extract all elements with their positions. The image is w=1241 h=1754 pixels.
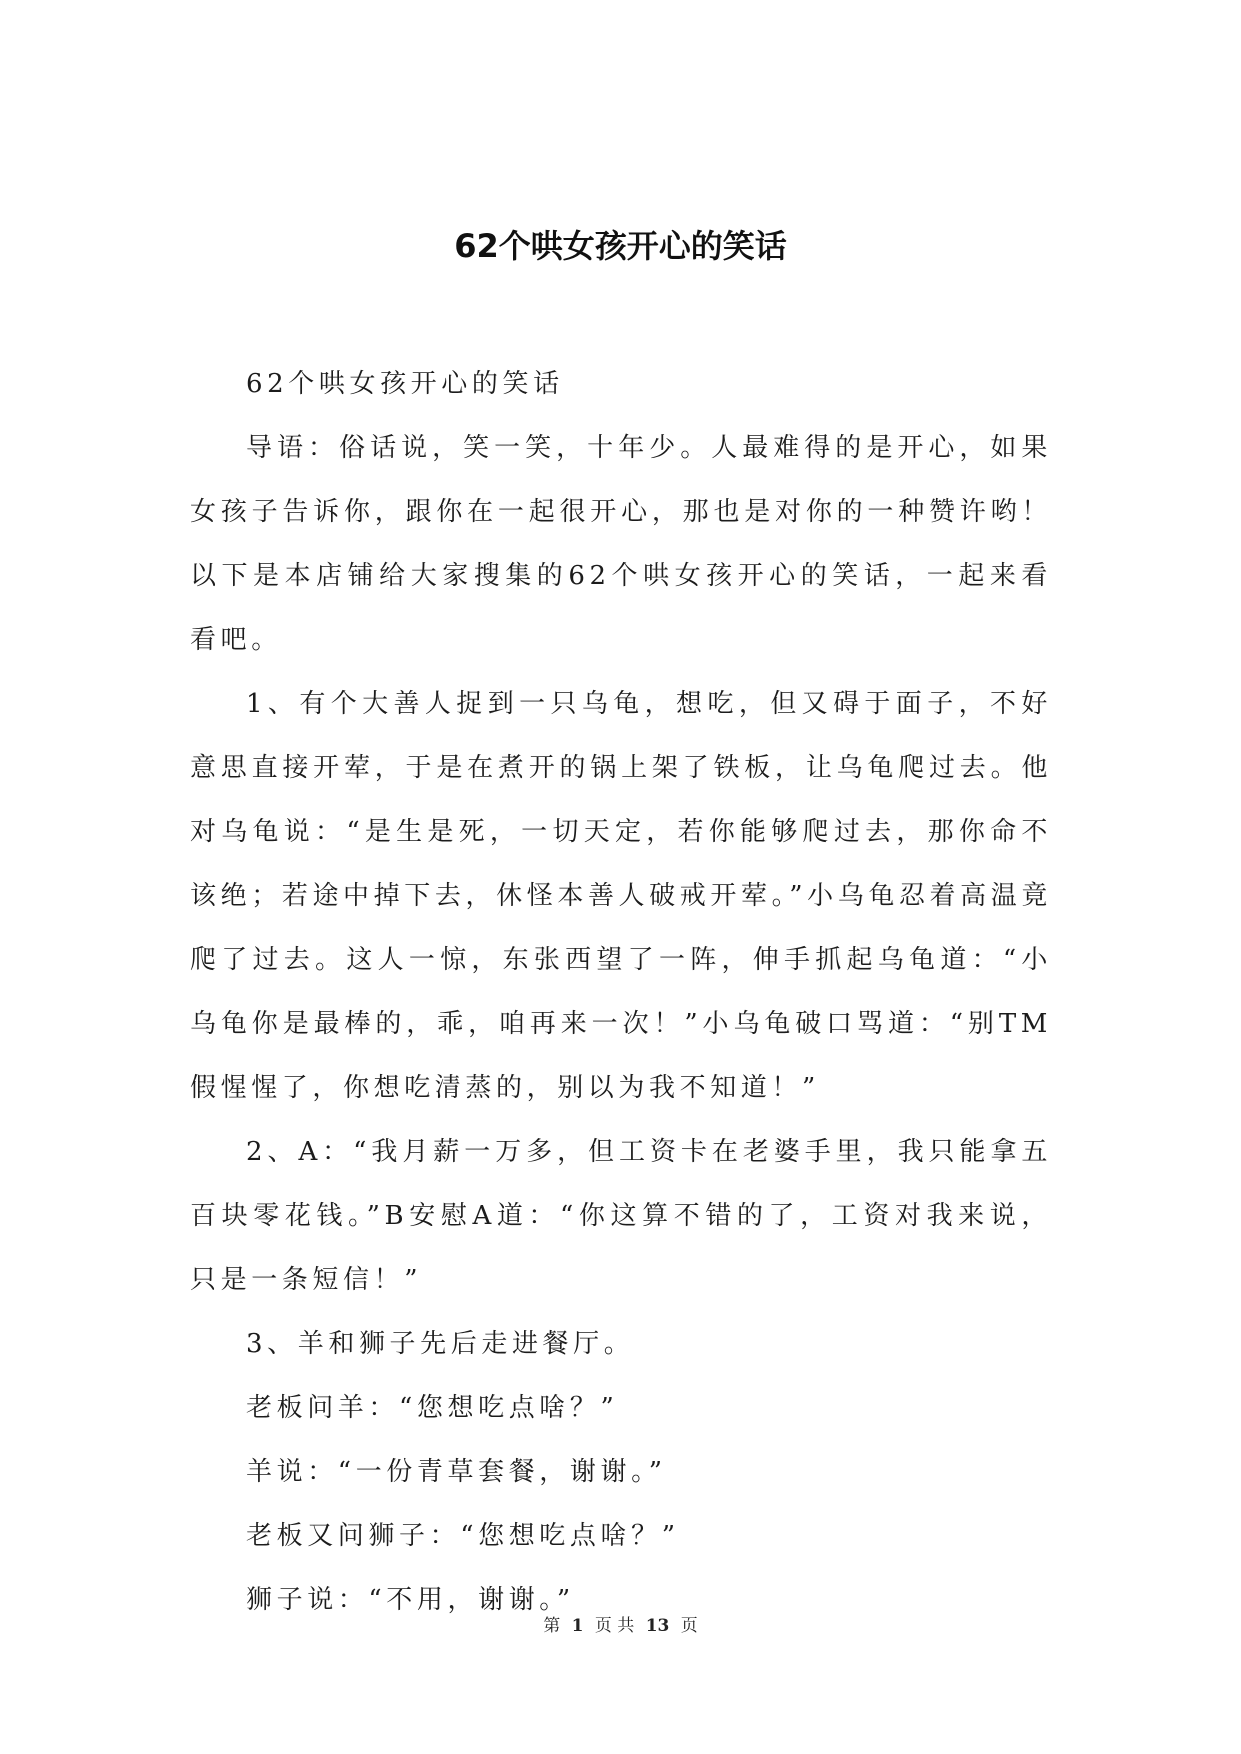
paragraph-dialogue-line: 老板又问狮子：“您想吃点啥？” <box>246 1521 680 1551</box>
document-body <box>190 352 1052 1632</box>
paragraph-subtitle: 62个哄女孩开心的笑话 <box>246 369 564 399</box>
footer-prefix: 第 <box>543 1616 561 1636</box>
footer-suffix: 页 <box>680 1616 698 1636</box>
document-title: 62个哄女孩开心的笑话 <box>454 227 787 265</box>
footer-total-pages: 13 <box>645 1616 670 1636</box>
paragraph-joke-1: 1、有个大善人捉到一只乌龟，想吃，但又碍于面子，不好意思直接开荤，于是在煮开的锅上架了铁板，让乌龟爬过去。他对乌龟说：“是生是死，一切天定，若你能够爬过去，那你命不该绝；若途中掉下去，休怪本善人破戒开荤。”小乌龟忍着高温竟爬了过去。这人一惊，东张西望了一阵，伸手抓起乌龟道：“小乌龟你是最棒的，乖，咱再来一次！”小乌龟破口骂道：“别TM假惺惺了，你想吃清蒸的，别以为我不知道！” <box>190 689 1052 1103</box>
paragraph-dialogue-line: 羊说：“一份青草套餐，谢谢。” <box>246 1457 667 1487</box>
paragraph-joke-3: 3、羊和狮子先后走进餐厅。 <box>246 1329 635 1359</box>
paragraph-dialogue-line: 老板问羊：“您想吃点啥？” <box>246 1393 619 1423</box>
paragraph-dialogue-line: 狮子说：“不用，谢谢。” <box>246 1585 575 1615</box>
paragraph-joke-2: 2、A：“我月薪一万多，但工资卡在老婆手里，我只能拿五百块零花钱。”B安慰A道：“你这算不错的了，工资对我来说，只是一条短信！” <box>190 1137 1052 1295</box>
footer-middle: 页 共 <box>594 1616 635 1636</box>
paragraph-intro: 导语：俗话说，笑一笑，十年少。人最难得的是开心，如果女孩子告诉你，跟你在一起很开心，那也是对你的一种赞许哟！以下是本店铺给大家搜集的62个哄女孩开心的笑话，一起来看看吧。 <box>190 433 1052 655</box>
page-footer <box>0 1614 1241 1638</box>
footer-current-page: 1 <box>571 1616 584 1636</box>
